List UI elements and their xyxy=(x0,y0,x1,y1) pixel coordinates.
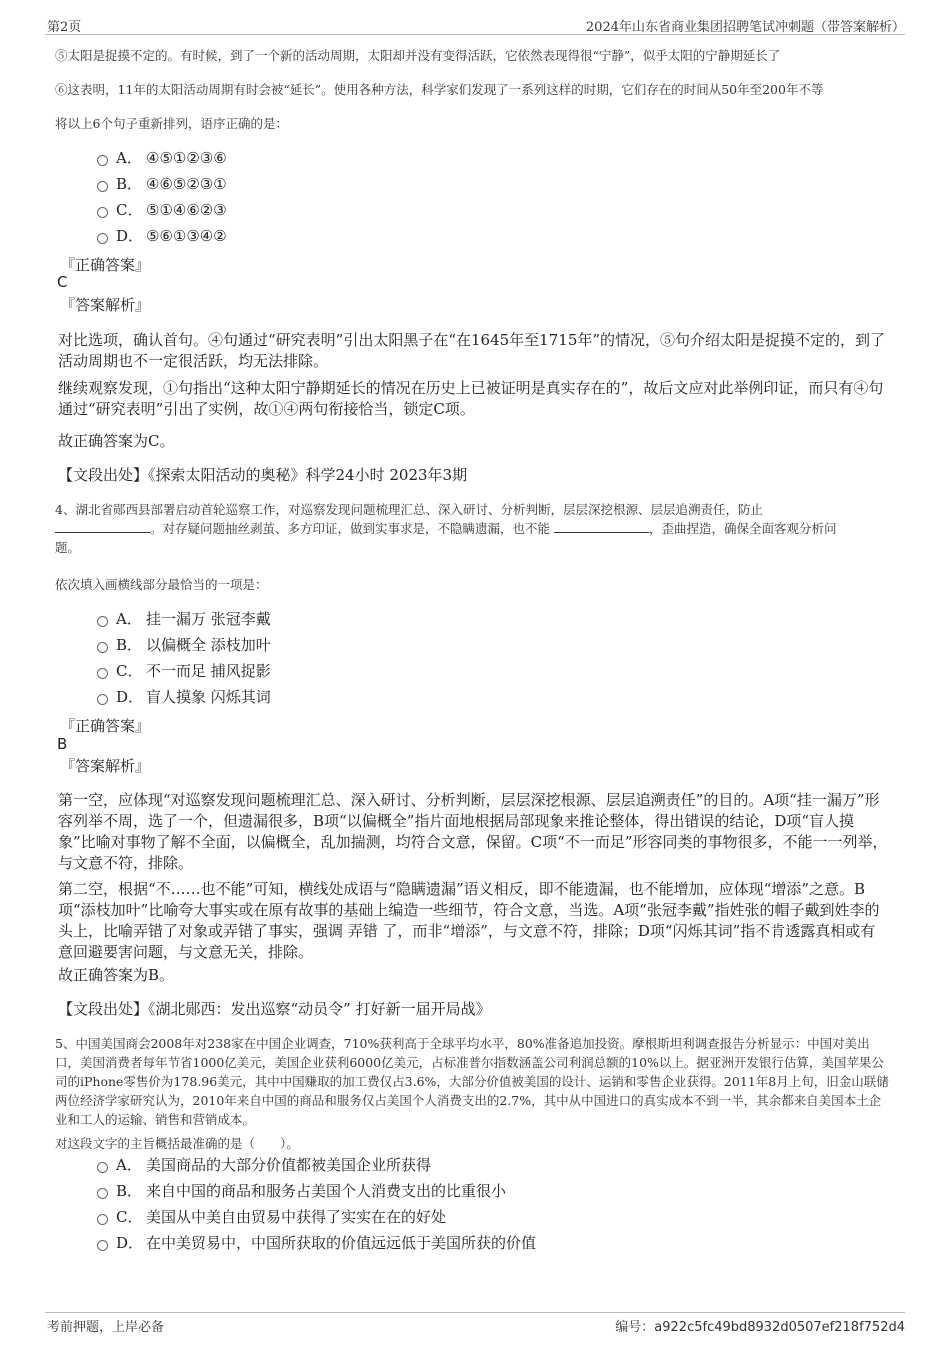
answer-label: 『正确答案』 xyxy=(60,256,151,274)
radio-icon[interactable] xyxy=(97,181,108,192)
analysis-paragraph: 继续观察发现，①句指出“这种太阳宁静期延长的情况在历史上已被证明是真实存在的”，故后文应对此举例印证，而只有④句通过“研究表明”引出了实例，故①④两句衔接恰当，锁定C项。 xyxy=(58,379,884,418)
analysis-paragraph: 第一空，应体现“对巡察发现问题梳理汇总、深入研讨、分析判断，层层深挖根源、层层追溯责任”的目的。A项“挂一漏万”形容列举不周，选了一个，但遗漏很多，B项“以偏概全”指片面地根据局部现象来推论整体，得出错误的结论，D项“盲人摸象”比喻对事物了解不全面，以偏概全，乱加揣测，均符合文意，保留。C项“不一而足”形容同类的事物很多，不能一一列举，与文意不符，排除。 xyxy=(58,791,888,872)
option-d[interactable]: D． 在中美贸易中，中国所获取的价值远远低于美国所获的价值 xyxy=(97,1232,536,1254)
radio-icon[interactable] xyxy=(97,1188,108,1199)
radio-icon[interactable] xyxy=(97,694,108,705)
analysis-conclusion: 故正确答案为C。 xyxy=(58,432,175,450)
fill-blank xyxy=(55,520,150,533)
analysis-label: 『答案解析』 xyxy=(60,757,151,775)
radio-icon[interactable] xyxy=(97,1162,108,1173)
analysis-paragraph: 对比选项，确认首句。④句通过“研究表明”引出太阳黑子在“在1645年至1715年”的情况，⑤句介绍太阳是捉摸不定的，到了活动周期也不一定很活跃，均无法排除。 xyxy=(58,331,886,370)
question-prompt: 将以上6个句子重新排列，语序正确的是： xyxy=(55,116,288,131)
radio-icon[interactable] xyxy=(97,1214,108,1225)
question-stem: 4、湖北省郧西县部署启动首轮巡察工作，对巡察发现问题梳理汇总、深入研讨、分析判断，层层深挖根源、层层追溯责任，防止 。对存疑问题抽丝剥茧、多方印证，做到实事求是，不隐瞒遗漏，也不能 ，歪曲捏造，确保全面客观分析问 题。 xyxy=(55,502,837,555)
radio-icon[interactable] xyxy=(97,233,108,244)
analysis-label: 『答案解析』 xyxy=(60,296,151,314)
document-code: 编号：a922c5fc49bd8932d0507ef218f752d4 xyxy=(615,1320,905,1335)
option-a[interactable]: A． 美国商品的大部分价值都被美国企业所获得 xyxy=(97,1154,431,1176)
radio-icon[interactable] xyxy=(97,668,108,679)
fill-blank xyxy=(554,520,649,533)
sentence-5: ⑤太阳是捉摸不定的。有时候，到了一个新的活动周期，太阳却并没有变得活跃，它依然表现得很“宁静”，似乎太阳的宁静期延长了 xyxy=(55,48,781,63)
radio-icon[interactable] xyxy=(97,642,108,653)
question-stem: 5、中国美国商会2008年对238家在中国企业调查，710%获利高于全球平均水平，80%准备追加投资。摩根斯坦利调查报告分析显示：中国对美出口，美国消费者每年节省1000亿美元，美国企业获利6000亿美元，占标准普尔指数涵盖公司利润总额的10%以上。据亚洲开发银行估算，美国苹果公司的iPhone零售价为178.96美元，其中中国赚取的加工费仅占3.6%，大部分价值被美国的设计、运销和零售企业获得。2011年8月上旬，旧金山联储两位经济学家研究认为，2010年来自中国的商品和服务仅占美国个人消费支出的2.7%，其中从中国进口的真实成本不到一半，其余都来自美国本土企业和工人的运输、销售和营销成本。 xyxy=(55,1036,889,1127)
page-header xyxy=(45,14,905,35)
answer-label: 『正确答案』 xyxy=(60,717,151,735)
question-prompt: 对这段文字的主旨概括最准确的是（ ）。 xyxy=(55,1136,299,1151)
radio-icon[interactable] xyxy=(97,155,108,166)
source-citation: 【文段出处】《探索太阳活动的奥秘》科学24小时 2023年3期 xyxy=(58,466,468,484)
option-c[interactable]: C． 美国从中美自由贸易中获得了实实在在的好处 xyxy=(97,1206,446,1228)
option-d[interactable]: D． 盲人摸象 闪烁其词 xyxy=(97,686,271,708)
sentence-6: ⑥这表明，11年的太阳活动周期有时会被“延长”。使用各种方法，科学家们发现了一系列这样的时期，它们存在的时间从50年至200年不等 xyxy=(55,82,824,97)
radio-icon[interactable] xyxy=(97,1240,108,1251)
option-a[interactable]: A． 挂一漏万 张冠李戴 xyxy=(97,608,271,630)
analysis-conclusion: 故正确答案为B。 xyxy=(58,966,175,984)
option-b[interactable]: B． 以偏概全 添枝加叶 xyxy=(97,634,271,656)
option-c[interactable]: C． 不一而足 捕风捉影 xyxy=(97,660,271,682)
option-b[interactable]: B． 来自中国的商品和服务占美国个人消费支出的比重很小 xyxy=(97,1180,506,1202)
option-b[interactable]: B． ④⑥⑤②③① xyxy=(97,173,227,195)
page-footer xyxy=(45,1312,905,1335)
source-citation: 【文段出处】《湖北郧西：发出巡察“动员令” 打好新一届开局战》 xyxy=(58,1000,491,1018)
question-prompt: 依次填入画横线部分最恰当的一项是： xyxy=(55,577,268,592)
answer-value: C xyxy=(57,273,68,291)
option-c[interactable]: C． ⑤①④⑥②③ xyxy=(97,199,227,221)
option-a[interactable]: A． ④⑤①②③⑥ xyxy=(97,147,227,169)
analysis-paragraph: 第二空，根据“不……也不能”可知，横线处成语与“隐瞒遗漏”语义相反，即不能遗漏，也不能增加，应体现“增添”之意。B项“添枝加叶”比喻夸大事实或在原有故事的基础上编造一些细节，符合文意，当选。A项“张冠李戴”指姓张的帽子戴到姓李的头上，比喻弄错了对象或弄错了事实，强调 弄错 了，而非“增添”，与文意不符，排除；D项“闪烁其词”指不肯透露真相或有意回避要害问题，与文意无关，排除。 xyxy=(58,880,880,961)
option-d[interactable]: D． ⑤⑥①③④② xyxy=(97,225,227,247)
footer-slogan: 考前押题，上岸必备 xyxy=(47,1320,165,1335)
radio-icon[interactable] xyxy=(97,616,108,627)
answer-value: B xyxy=(57,735,68,753)
radio-icon[interactable] xyxy=(97,207,108,218)
page-number: 第2页 xyxy=(47,20,82,35)
document-title: 2024年山东省商业集团招聘笔试冲刺题（带答案解析） xyxy=(585,20,905,35)
